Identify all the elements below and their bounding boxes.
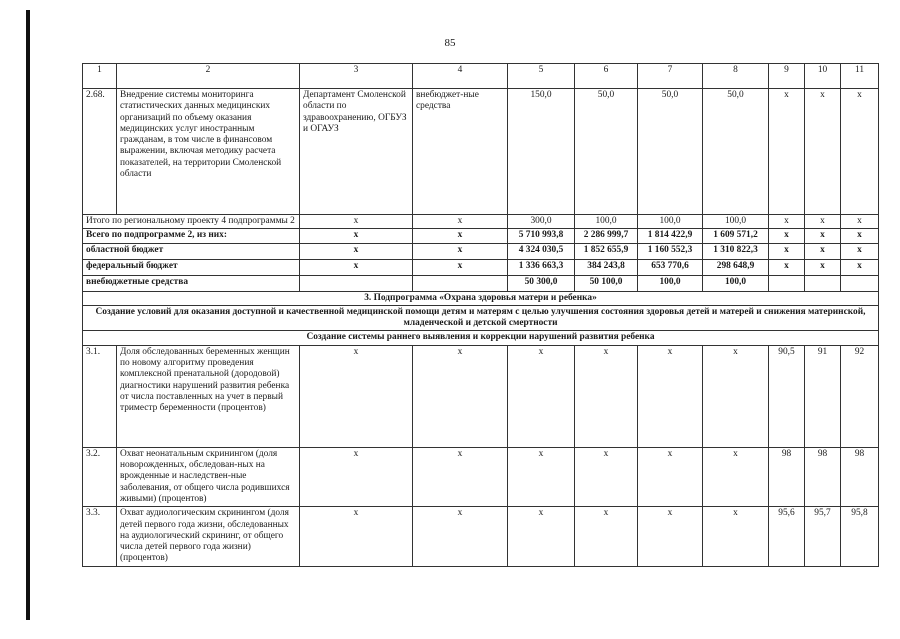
row-number: 2.68. [83, 89, 117, 215]
indicator-name: Охват неонатальным скринингом (доля новорожденных, обследован-ных на врожденные и наследствен-ные заболевания, от общего числа родившихся живыми) (процентов) [117, 447, 300, 506]
value-cell: 98 [805, 447, 841, 506]
funding-source: внебюджет-ные средства [413, 89, 508, 215]
value-cell: x [769, 215, 805, 229]
value-cell: 95,8 [841, 507, 879, 566]
value-cell: 98 [841, 447, 879, 506]
value-cell: 50 100,0 [575, 275, 638, 291]
section-goal: Создание условий для оказания доступной и качественной медицинской помощи детям и матерям с целью улучшения состояния здоровья детей и матерей и снижения материнской, младенческой и детской смертности [83, 305, 879, 331]
value-cell: x [841, 215, 879, 229]
measure-name: Внедрение системы мониторинга статистических данных медицинских организаций по объему оказания медицинских услуг иностранным гражданам, в том числе в финансовом выражении, включая методику расчета показателей, на территории Смоленской области [117, 89, 300, 215]
value-cell: x [300, 229, 413, 243]
value-cell: x [805, 243, 841, 259]
value-cell: x [769, 229, 805, 243]
section-goal-row [83, 305, 879, 331]
value-cell: 95,7 [805, 507, 841, 566]
value-cell: 1 852 655,9 [575, 243, 638, 259]
value-cell: x [575, 447, 638, 506]
col-header: 6 [575, 64, 638, 89]
col-header: 4 [413, 64, 508, 89]
col-header: 11 [841, 64, 879, 89]
value-cell: 100,0 [638, 215, 703, 229]
table-row [83, 89, 879, 215]
value-cell: x [638, 447, 703, 506]
value-cell: x [413, 229, 508, 243]
value-cell: 91 [805, 345, 841, 447]
value-cell: 653 770,6 [638, 259, 703, 275]
value-cell: 384 243,8 [575, 259, 638, 275]
row-number: 3.3. [83, 507, 117, 566]
value-cell: x [413, 345, 508, 447]
value-cell: x [638, 345, 703, 447]
summary-label: Всего по подпрограмме 2, из них: [83, 229, 300, 243]
col-header: 8 [703, 64, 769, 89]
column-number-row [83, 64, 879, 89]
value-cell: x [413, 447, 508, 506]
indicator-name: Доля обследованных беременных женщин по новому алгоритму проведения комплексной пренатальной (дородовой) диагностики нарушений развития ребенка от числа поставленных на учет в первый триместр беременности (процентов) [117, 345, 300, 447]
executor: Департамент Смоленской области по здравоохранению, ОГБУЗ и ОГАУЗ [300, 89, 413, 215]
value-cell: x [413, 243, 508, 259]
value-cell: 298 648,9 [703, 259, 769, 275]
col-header: 5 [508, 64, 575, 89]
scan-edge-bar [26, 10, 30, 620]
value-cell: x [841, 89, 879, 215]
summary-row [83, 215, 879, 229]
program-table [82, 63, 879, 567]
value-cell: x [769, 89, 805, 215]
col-header: 9 [769, 64, 805, 89]
value-cell: x [805, 229, 841, 243]
value-cell: x [300, 447, 413, 506]
value-cell: 50,0 [703, 89, 769, 215]
value-cell: 1 160 552,3 [638, 243, 703, 259]
value-cell: 1 310 822,3 [703, 243, 769, 259]
value-cell [413, 275, 508, 291]
indicator-name: Охват аудиологическим скринингом (доля детей первого года жизни, обследованных на аудиологический скрининг, от общего числа детей первого года жизни) (процентов) [117, 507, 300, 566]
col-header: 7 [638, 64, 703, 89]
value-cell: 1 609 571,2 [703, 229, 769, 243]
value-cell: x [300, 345, 413, 447]
summary-label: федеральный бюджет [83, 259, 300, 275]
value-cell: x [508, 507, 575, 566]
section-task: Создание системы раннего выявления и коррекции нарушений развития ребенка [83, 331, 879, 345]
value-cell: x [703, 447, 769, 506]
value-cell: x [300, 507, 413, 566]
summary-row [83, 259, 879, 275]
value-cell: x [841, 229, 879, 243]
value-cell: x [703, 345, 769, 447]
value-cell: x [300, 243, 413, 259]
value-cell: 4 324 030,5 [508, 243, 575, 259]
value-cell: x [300, 259, 413, 275]
value-cell [769, 275, 805, 291]
summary-row [83, 275, 879, 291]
summary-row [83, 243, 879, 259]
value-cell: 2 286 999,7 [575, 229, 638, 243]
value-cell: x [769, 243, 805, 259]
col-header: 10 [805, 64, 841, 89]
summary-label: внебюджетные средства [83, 275, 300, 291]
value-cell: 100,0 [638, 275, 703, 291]
value-cell: 150,0 [508, 89, 575, 215]
value-cell: 5 710 993,8 [508, 229, 575, 243]
page-number: 85 [444, 37, 456, 49]
value-cell: 100,0 [575, 215, 638, 229]
row-number: 3.2. [83, 447, 117, 506]
value-cell: 50,0 [575, 89, 638, 215]
summary-label: областной бюджет [83, 243, 300, 259]
value-cell [300, 275, 413, 291]
value-cell: x [805, 215, 841, 229]
value-cell: x [575, 507, 638, 566]
col-header: 3 [300, 64, 413, 89]
value-cell: 90,5 [769, 345, 805, 447]
value-cell: x [413, 507, 508, 566]
value-cell [805, 275, 841, 291]
value-cell: 50,0 [638, 89, 703, 215]
value-cell: 300,0 [508, 215, 575, 229]
section-title-row [83, 291, 879, 305]
value-cell: x [805, 89, 841, 215]
value-cell: 100,0 [703, 275, 769, 291]
row-number: 3.1. [83, 345, 117, 447]
value-cell [841, 275, 879, 291]
value-cell: 95,6 [769, 507, 805, 566]
col-header: 2 [117, 64, 300, 89]
table-row [83, 507, 879, 566]
value-cell: x [413, 259, 508, 275]
table-row [83, 447, 879, 506]
value-cell: x [769, 259, 805, 275]
value-cell: x [575, 345, 638, 447]
value-cell: 98 [769, 447, 805, 506]
summary-row [83, 229, 879, 243]
value-cell: x [508, 345, 575, 447]
value-cell: 92 [841, 345, 879, 447]
col-header: 1 [83, 64, 117, 89]
summary-label: Итого по региональному проекту 4 подпрограммы 2 [83, 215, 300, 229]
section-task-row [83, 331, 879, 345]
value-cell: x [805, 259, 841, 275]
value-cell: x [300, 215, 413, 229]
value-cell: x [841, 259, 879, 275]
value-cell: x [703, 507, 769, 566]
section-title: 3. Подпрограмма «Охрана здоровья матери и ребенка» [83, 291, 879, 305]
value-cell: 1 814 422,9 [638, 229, 703, 243]
value-cell: x [841, 243, 879, 259]
value-cell: 100,0 [703, 215, 769, 229]
value-cell: x [638, 507, 703, 566]
value-cell: 1 336 663,3 [508, 259, 575, 275]
value-cell: x [508, 447, 575, 506]
value-cell: 50 300,0 [508, 275, 575, 291]
value-cell: x [413, 215, 508, 229]
table-row [83, 345, 879, 447]
